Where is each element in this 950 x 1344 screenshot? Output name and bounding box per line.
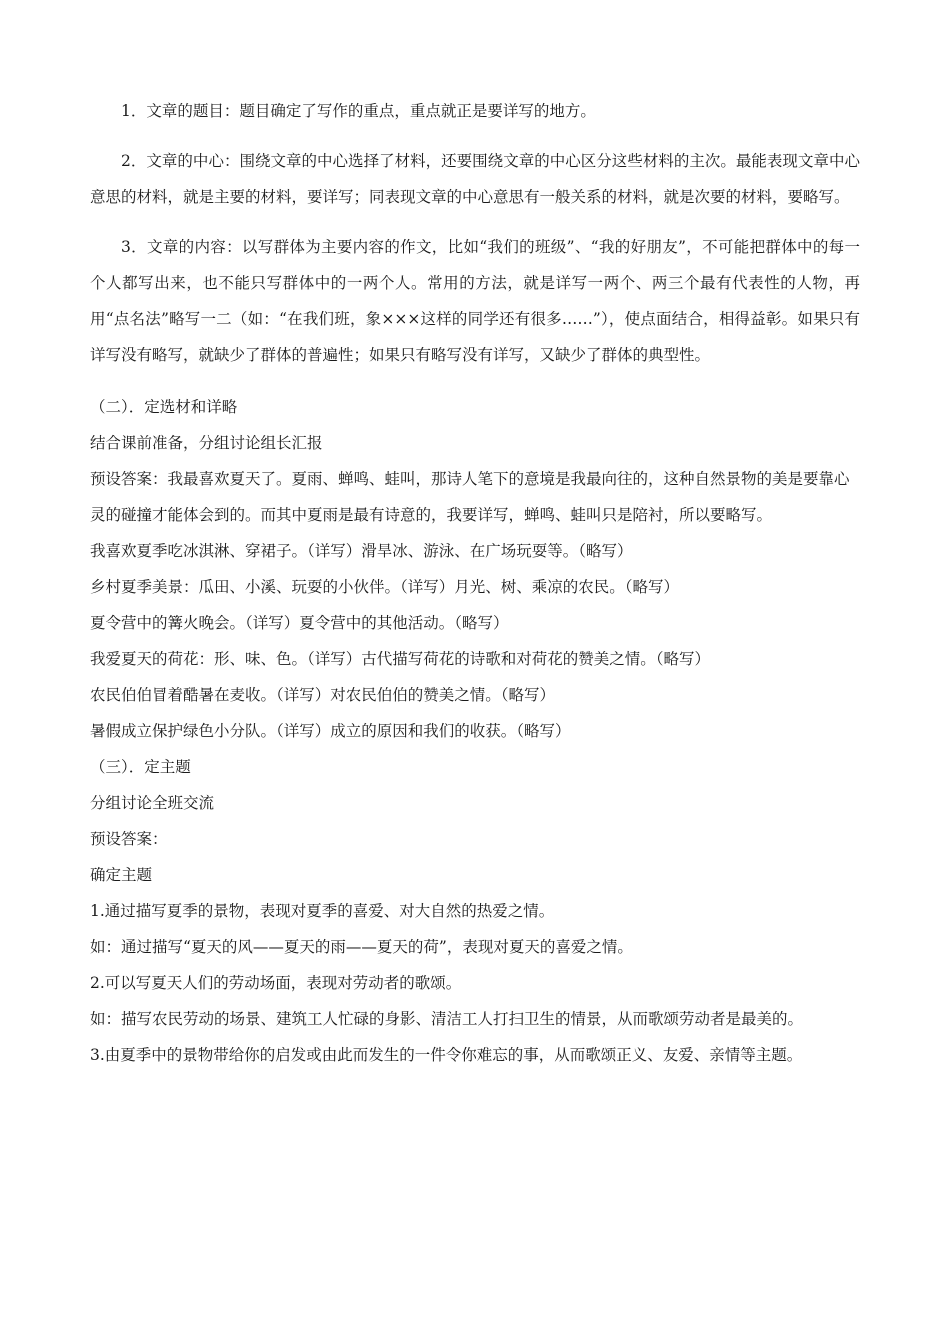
text-line: 农民伯伯冒着酷暑在麦收。（详写）对农民伯伯的赞美之情。（略写） (90, 686, 556, 704)
text-line: 结合课前准备，分组讨论组长汇报 (90, 434, 323, 452)
document-page (90, 93, 860, 1073)
text-line: 1.通过描写夏季的景物，表现对夏季的喜爱、对大自然的热爱之情。 (90, 902, 555, 920)
section-heading: （三）．定主题 (90, 758, 191, 776)
text-line: 如：通过描写“夏天的风——夏天的雨——夏天的荷”，表现对夏天的喜爱之情。 (90, 938, 633, 956)
text-line: 预设答案： (90, 830, 168, 848)
paragraph-content-point: 3．文章的内容：以写群体为主要内容的作文，比如“我们的班级”、“我的好朋友”，不可能把群体中的每一个人都写出来，也不能只写群体中的一两个人。常用的方法，就是详写一两个、两三个最有代表性的人物，再用“点名法”略写一二（如：“在我们班，象×××这样的同学还有很多……”），使点面结合，相得益彰。如果只有详写没有略写，就缺少了群体的普遍性；如果只有略写没有详写，又缺少了群体的典型性。 (90, 238, 860, 364)
section-material-detail (90, 389, 860, 749)
text-line: 夏令营中的篝火晚会。（详写）夏令营中的其他活动。（略写） (90, 614, 509, 632)
section-theme (90, 749, 860, 1073)
text-line: 确定主题 (90, 866, 153, 884)
text-line: 3.由夏季中的景物带给你的启发或由此而发生的一件令你难忘的事，从而歌颂正义、友爱、亲情等主题。 (90, 1046, 803, 1064)
text-line: 我喜欢夏季吃冰淇淋、穿裙子。（详写）滑旱冰、游泳、在广场玩耍等。（略写） (90, 542, 633, 560)
text-line: 乡村夏季美景：瓜田、小溪、玩耍的小伙伴。（详写）月光、树、乘凉的农民。（略写） (90, 578, 680, 596)
text-line: 暑假成立保护绿色小分队。（详写）成立的原因和我们的收获。（略写） (90, 722, 571, 740)
paragraph-title-point: 1．文章的题目：题目确定了写作的重点，重点就正是要详写的地方。 (121, 102, 596, 120)
text-line: 如：描写农民劳动的场景、建筑工人忙碌的身影、清洁工人打扫卫生的情景，从而歌颂劳动者是最美的。 (90, 1010, 804, 1028)
text-line: 我爱夏天的荷花：形、味、色。（详写）古代描写荷花的诗歌和对荷花的赞美之情。（略写） (90, 650, 711, 668)
text-line: 分组讨论全班交流 (90, 794, 215, 812)
paragraph-center-point: 2．文章的中心：围绕文章的中心选择了材料，还要围绕文章的中心区分这些材料的主次。最能表现文章中心意思的材料，就是主要的材料，要详写；同表现文章的中心意思有一般关系的材料，就是次要的材料，要略写。 (90, 152, 860, 206)
text-line: 预设答案：我最喜欢夏天了。夏雨、蝉鸣、蛙叫，那诗人笔下的意境是我最向往的，这种自然景物的美是要靠心灵的碰撞才能体会到的。而其中夏雨是最有诗意的，我要详写，蝉鸣、蛙叫只是陪衬，所以要略写。 (90, 470, 850, 524)
text-line: 2.可以写夏天人们的劳动场面，表现对劳动者的歌颂。 (90, 974, 462, 992)
section-heading: （二）．定选材和详略 (90, 398, 238, 416)
